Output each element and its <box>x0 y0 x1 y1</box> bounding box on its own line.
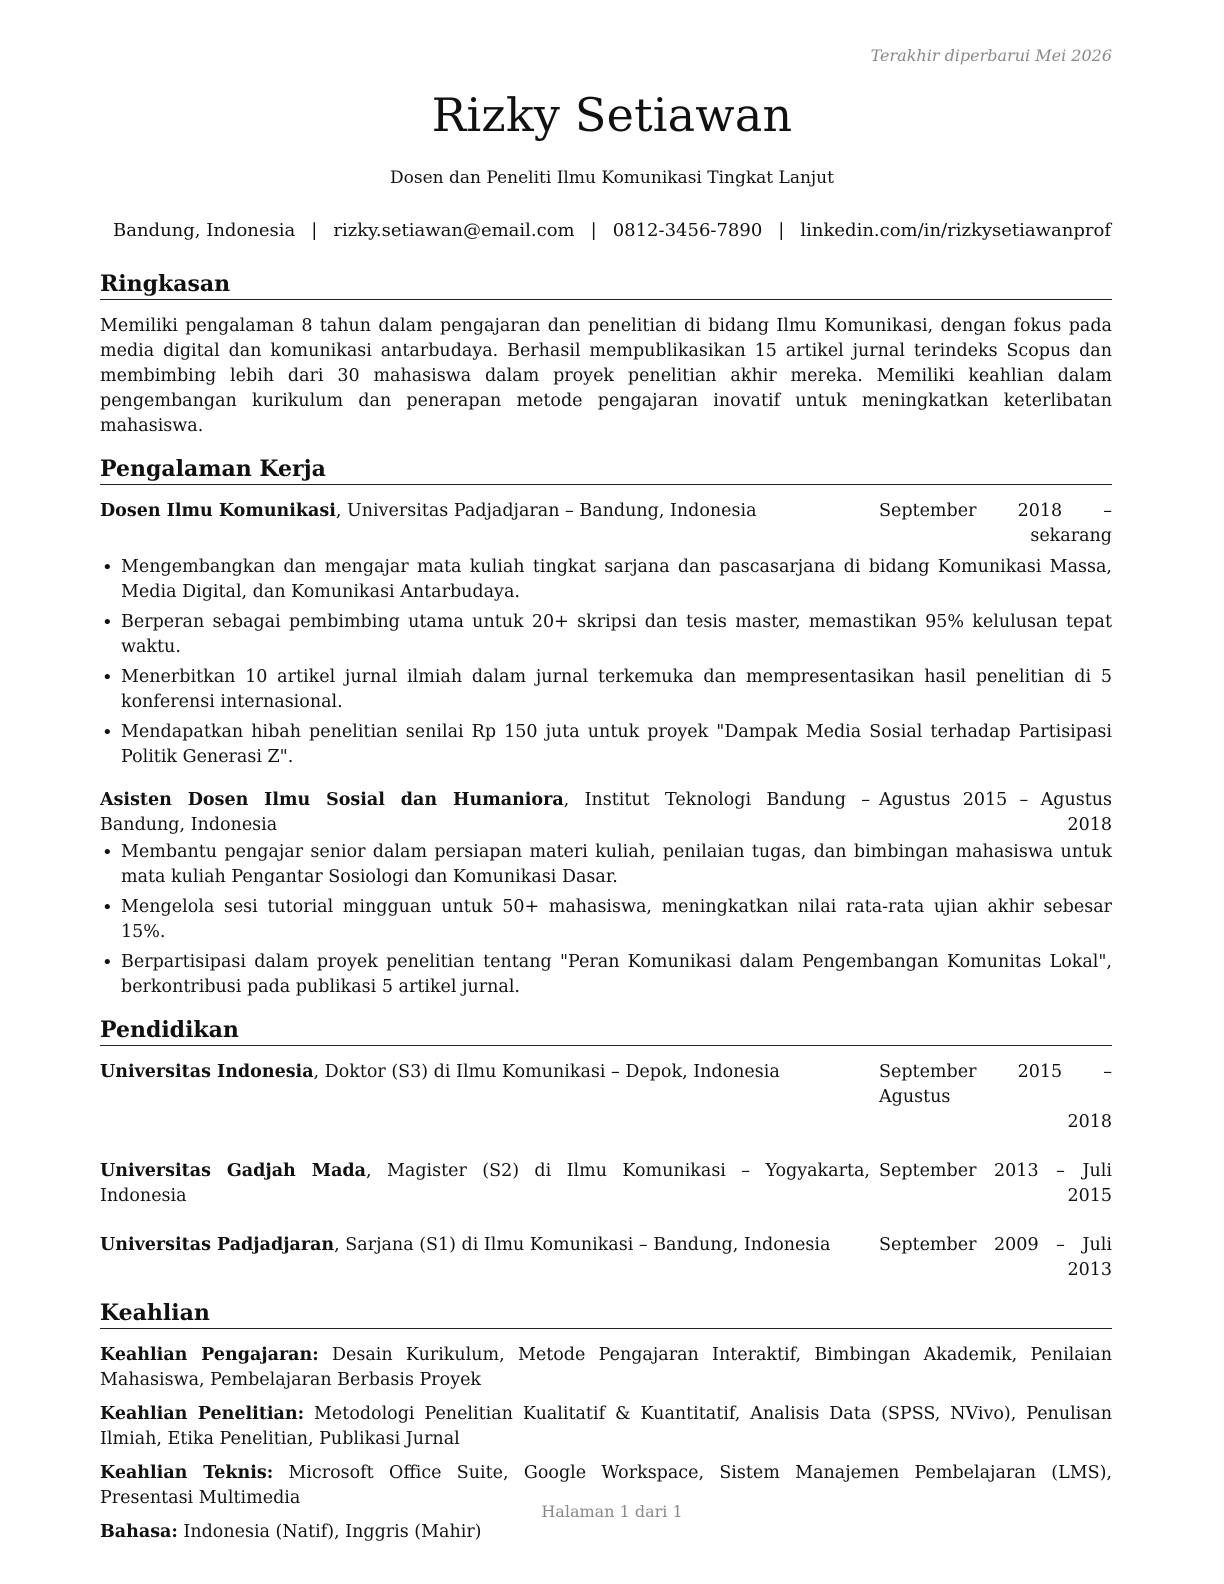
job-title-line <box>100 788 870 838</box>
job-bullets <box>100 840 1112 1000</box>
education-title-line <box>100 1159 870 1209</box>
education-date-line: 2018 <box>1067 1112 1112 1132</box>
resume-content <box>100 270 1112 1561</box>
job-entry <box>100 788 1112 1000</box>
job-date-line: September 2018 – <box>879 501 1112 521</box>
last-updated-note: Terakhir diperbarui Mei 2026 <box>870 46 1112 65</box>
experience-section <box>100 455 1112 1000</box>
bullet-item: • Mengembangkan dan mengajar mata kuliah tingkat sarjana dan pascasarjana di bidang Komunikasi Massa, Media Digital, dan Komunikasi Antarbudaya. <box>100 555 1112 605</box>
contact-separator: | <box>311 220 318 241</box>
bullet-item: • Membantu pengajar senior dalam persiapan materi kuliah, penilaian tugas, dan bimbingan mahasiswa untuk mata kuliah Pengantar Sosiologi dan Komunikasi Dasar. <box>100 840 1112 890</box>
bullet-item: • Berpartisipasi dalam proyek penelitian tentang "Peran Komunikasi dalam Pengembangan Komunitas Lokal", berkontribusi pada publikasi 5 artikel jurnal. <box>100 950 1112 1000</box>
job-role: Dosen Ilmu Komunikasi <box>100 501 336 521</box>
education-date-line: September 2013 – Juli <box>879 1161 1112 1181</box>
bullet-item: • Menerbitkan 10 artikel jurnal ilmiah dalam jurnal terkemuka dan mempresentasikan hasil penelitian di 5 konferensi internasional. <box>100 665 1112 715</box>
section-title-skills: Keahlian <box>100 1299 1112 1329</box>
education-header <box>100 1159 1112 1209</box>
job-dates <box>879 499 1112 549</box>
skill-line <box>100 1520 1112 1545</box>
education-date-line: 2015 <box>1067 1186 1112 1206</box>
job-org: , Universitas Padjadjaran – Bandung, Indonesia <box>335 501 757 521</box>
bullet-item: • Mendapatkan hibah penelitian senilai Rp 150 juta untuk proyek "Dampak Media Sosial terhadap Partisipasi Politik Generasi Z". <box>100 720 1112 770</box>
skill-label: Keahlian Pengajaran: <box>100 1345 319 1365</box>
job-bullets <box>100 555 1112 770</box>
summary-section <box>100 270 1112 439</box>
education-entry <box>100 1233 1112 1283</box>
contact-linkedin: linkedin.com/in/rizkysetiawanprof <box>800 220 1111 241</box>
skill-value: Desain Kurikulum, Metode Pengajaran Interaktif, Bimbingan Akademik, Penilaian Mahasiswa, Pembelajaran Berbasis Proyek <box>100 1345 1112 1390</box>
education-title-line <box>100 1233 870 1283</box>
skill-label: Keahlian Teknis: <box>100 1463 274 1483</box>
education-header <box>100 1233 1112 1283</box>
education-dates <box>879 1233 1112 1283</box>
education-detail: , Doktor (S3) di Ilmu Komunikasi – Depok, Indonesia <box>313 1062 780 1082</box>
education-school: Universitas Padjadjaran <box>100 1235 335 1255</box>
skill-value: Indonesia (Natif), Inggris (Mahir) <box>177 1522 482 1542</box>
job-org: , Institut Teknologi Bandung – Bandung, Indonesia <box>100 790 870 835</box>
skill-label: Bahasa: <box>100 1522 178 1542</box>
contact-email: rizky.setiawan@email.com <box>333 220 575 241</box>
education-date-line: September 2009 – Juli <box>879 1235 1112 1255</box>
education-entry <box>100 1159 1112 1209</box>
section-title-experience: Pengalaman Kerja <box>100 455 1112 485</box>
education-date-line: 2013 <box>1067 1260 1112 1280</box>
contact-location: Bandung, Indonesia <box>113 220 296 241</box>
contact-line <box>0 220 1224 241</box>
education-detail: , Sarjana (S1) di Ilmu Komunikasi – Bandung, Indonesia <box>334 1235 831 1255</box>
job-date-line: sekarang <box>1030 526 1112 546</box>
job-date-line: Agustus 2015 – Agustus <box>879 790 1112 810</box>
education-header <box>100 1060 1112 1135</box>
candidate-headline: Dosen dan Peneliti Ilmu Komunikasi Tingkat Lanjut <box>390 168 834 188</box>
summary-text: Memiliki pengalaman 8 tahun dalam pengajaran dan penelitian di bidang Ilmu Komunikasi, dengan fokus pada media digital dan komunikasi antarbudaya. Berhasil mempublikasikan 15 artikel jurnal terindeks Scopus dan membimbing lebih dari 30 mahasiswa dalam proyek penelitian akhir mereka. Memiliki keahlian dalam pengembangan kurikulum dan penerapan metode pengajaran inovatif untuk meningkatkan keterlibatan mahasiswa. <box>100 316 1112 436</box>
education-section <box>100 1016 1112 1283</box>
job-title-line <box>100 499 870 549</box>
job-date-line: 2018 <box>1067 815 1112 835</box>
contact-separator: | <box>778 220 785 241</box>
bullet-item: • Berperan sebagai pembimbing utama untuk 20+ skripsi dan tesis master, memastikan 95% kelulusan tepat waktu. <box>100 610 1112 660</box>
skill-line <box>100 1402 1112 1452</box>
education-school: Universitas Indonesia <box>100 1062 314 1082</box>
education-date-line: September 2015 – Agustus <box>879 1062 1112 1107</box>
section-title-education: Pendidikan <box>100 1016 1112 1046</box>
job-entry <box>100 499 1112 770</box>
education-entry <box>100 1060 1112 1135</box>
education-dates <box>879 1159 1112 1209</box>
education-title-line <box>100 1060 870 1135</box>
contact-separator: | <box>590 220 597 241</box>
candidate-name: Rizky Setiawan <box>431 88 793 142</box>
contact-phone: 0812-3456-7890 <box>612 220 763 241</box>
job-role: Asisten Dosen Ilmu Sosial dan Humaniora <box>100 790 564 810</box>
job-header <box>100 788 1112 838</box>
education-school: Universitas Gadjah Mada <box>100 1161 366 1181</box>
bullet-item: • Mengelola sesi tutorial mingguan untuk 50+ mahasiswa, meningkatkan nilai rata-rata ujian akhir sebesar 15%. <box>100 895 1112 945</box>
education-dates <box>879 1060 1112 1135</box>
skill-line <box>100 1343 1112 1393</box>
skill-value: Microsoft Office Suite, Google Workspace, Sistem Manajemen Pembelajaran (LMS), Presentasi Multimedia <box>100 1463 1112 1508</box>
skill-label: Keahlian Penelitian: <box>100 1404 305 1424</box>
skill-value: Metodologi Penelitian Kualitatif & Kuantitatif, Analisis Data (SPSS, NVivo), Penulisan Ilmiah, Etika Penelitian, Publikasi Jurnal <box>100 1404 1112 1449</box>
job-dates <box>879 788 1112 838</box>
section-title-summary: Ringkasan <box>100 270 1112 300</box>
page-number-footer: Halaman 1 dari 1 <box>541 1502 683 1521</box>
education-detail: , Magister (S2) di Ilmu Komunikasi – Yogyakarta, Indonesia <box>100 1161 870 1206</box>
job-header <box>100 499 1112 549</box>
